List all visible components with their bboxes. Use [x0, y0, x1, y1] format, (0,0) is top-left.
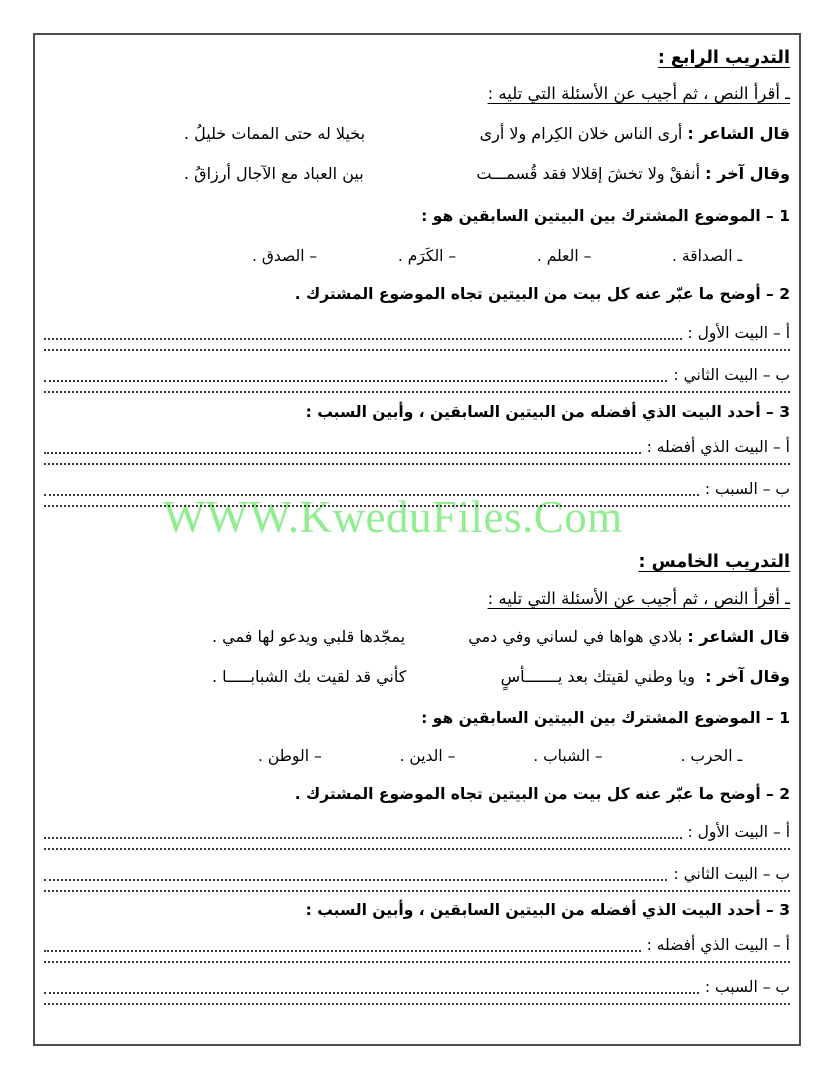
exercise4-options-row [44, 245, 790, 267]
exercise4-question-1: 1 – الموضوع المشترك بين البيتين السابقين هو : [421, 207, 790, 225]
answer-label: أ – البيت الأول : [687, 823, 790, 841]
exercise4-instruction-text: ـ أقرأ النص ، ثم أجيب عن الأسئلة التي تليه : [487, 84, 790, 103]
kwedufiles-watermark: WWW.KweduFiles.Com [163, 492, 623, 542]
exercise5-question-1: 1 – الموضوع المشترك بين البيتين السابقين هو : [421, 709, 790, 727]
answer-label: أ – البيت الذي أفضله : [646, 936, 790, 954]
worksheet-page-frame [33, 33, 801, 1046]
exercise5-question-2: 2 – أوضح ما عبّر عنه كل بيت من البيتين تجاه الموضوع المشترك . [294, 785, 790, 803]
dotted-answer-line [44, 343, 790, 351]
dotted-answer-line [44, 338, 682, 340]
dotted-answer-line [44, 457, 790, 465]
poem-speaker: قال الشاعر : [687, 124, 790, 143]
dotted-answer-line [44, 380, 667, 382]
answer-label: ب – السبب : [704, 480, 790, 498]
poem-hemistich-left: كأني قد لقيت بك الشبابـــــا . [212, 667, 407, 686]
answer-label: ب – البيت الثاني : [673, 366, 790, 384]
option-item: – الصدق . [252, 247, 318, 265]
dotted-answer-line [44, 884, 790, 892]
poem-hemistich-right [480, 123, 790, 145]
exercise5-answer-first-verse [44, 822, 790, 850]
exercise5-poem-line-2 [44, 666, 790, 688]
dotted-answer-line [44, 499, 790, 507]
poem-text: أنفقْ ولا تخشَ إقلالا فقد قُسمـــت [476, 164, 701, 183]
answer-label: أ – البيت الذي أفضله : [646, 438, 790, 456]
poem-hemistich-right [468, 626, 790, 648]
answer-label: ب – البيت الثاني : [673, 865, 790, 883]
dotted-answer-line [44, 837, 682, 839]
exercise5-question-3: 3 – أحدد البيت الذي أفضله من البيتين السابقين ، وأبين السبب : [305, 901, 790, 919]
option-item: – الوطن . [258, 747, 322, 765]
exercise4-poem-line-2 [44, 163, 790, 185]
dotted-answer-line [44, 385, 790, 393]
answer-label: ب – السبب : [704, 978, 790, 996]
option-item: – الكَرَم . [397, 247, 457, 265]
exercise4-answer-reason [44, 479, 790, 507]
exercise4-instruction [44, 83, 790, 105]
exercise5-instruction [44, 588, 790, 610]
dotted-answer-line [44, 879, 667, 881]
dotted-answer-line [44, 997, 790, 1005]
poem-hemistich-left: بين العباد مع الآجال أرزاقُ . [184, 164, 364, 183]
dotted-answer-line [44, 950, 641, 952]
exercise5-answer-reason [44, 977, 790, 1005]
exercise5-poem-line-1 [44, 626, 790, 648]
exercise5-answer-preferred-verse [44, 935, 790, 963]
poem-text: ويا وطني لقيتك بعد يـــــــأسٍ [500, 667, 695, 686]
exercise4-question-2: 2 – أوضح ما عبّر عنه كل بيت من البيتين تجاه الموضوع المشترك . [294, 285, 790, 303]
poem-hemistich-right [501, 666, 790, 688]
poem-hemistich-left: يمجّدها قلبي ويدعو لها فمي . [212, 627, 406, 646]
option-item: ـ الحرب . [680, 747, 742, 765]
answer-label: أ – البيت الأول : [687, 324, 790, 342]
poem-speaker: وقال آخر : [705, 667, 790, 686]
exercise4-title [44, 47, 790, 69]
option-item: – الشباب . [533, 747, 603, 765]
poem-text: أرى الناس خلان الكِرام ولا أرى [479, 124, 683, 143]
exercise5-title [44, 551, 790, 573]
option-item: – العلم . [536, 247, 592, 265]
dotted-answer-line [44, 955, 790, 963]
poem-hemistich-right [476, 163, 790, 185]
exercise4-answer-preferred-verse [44, 437, 790, 465]
option-item: ـ الصداقة . [672, 247, 742, 265]
poem-speaker: قال الشاعر : [687, 627, 790, 646]
exercise4-title-text: التدريب الرابع : [657, 48, 790, 68]
dotted-answer-line [44, 494, 699, 496]
poem-speaker: وقال آخر : [705, 164, 790, 183]
exercise4-answer-second-verse [44, 365, 790, 393]
exercise5-instruction-text: ـ أقرأ النص ، ثم أجيب عن الأسئلة التي تليه : [487, 589, 790, 608]
exercise5-title-text: التدريب الخامس : [638, 552, 790, 572]
exercise4-question-3: 3 – أحدد البيت الذي أفضله من البيتين السابقين ، وأبين السبب : [305, 403, 790, 421]
dotted-answer-line [44, 992, 699, 994]
exercise5-answer-second-verse [44, 864, 790, 892]
exercise5-options-row [44, 745, 790, 767]
exercise4-answer-first-verse [44, 323, 790, 351]
option-item: – الدين . [399, 747, 456, 765]
poem-hemistich-left: بخيلا له حتى الممات خليلُ . [184, 124, 366, 143]
dotted-answer-line [44, 842, 790, 850]
poem-text: بلادي هواها في لساني وفي دمي [468, 627, 683, 646]
exercise4-poem-line-1 [44, 123, 790, 145]
dotted-answer-line [44, 452, 641, 454]
